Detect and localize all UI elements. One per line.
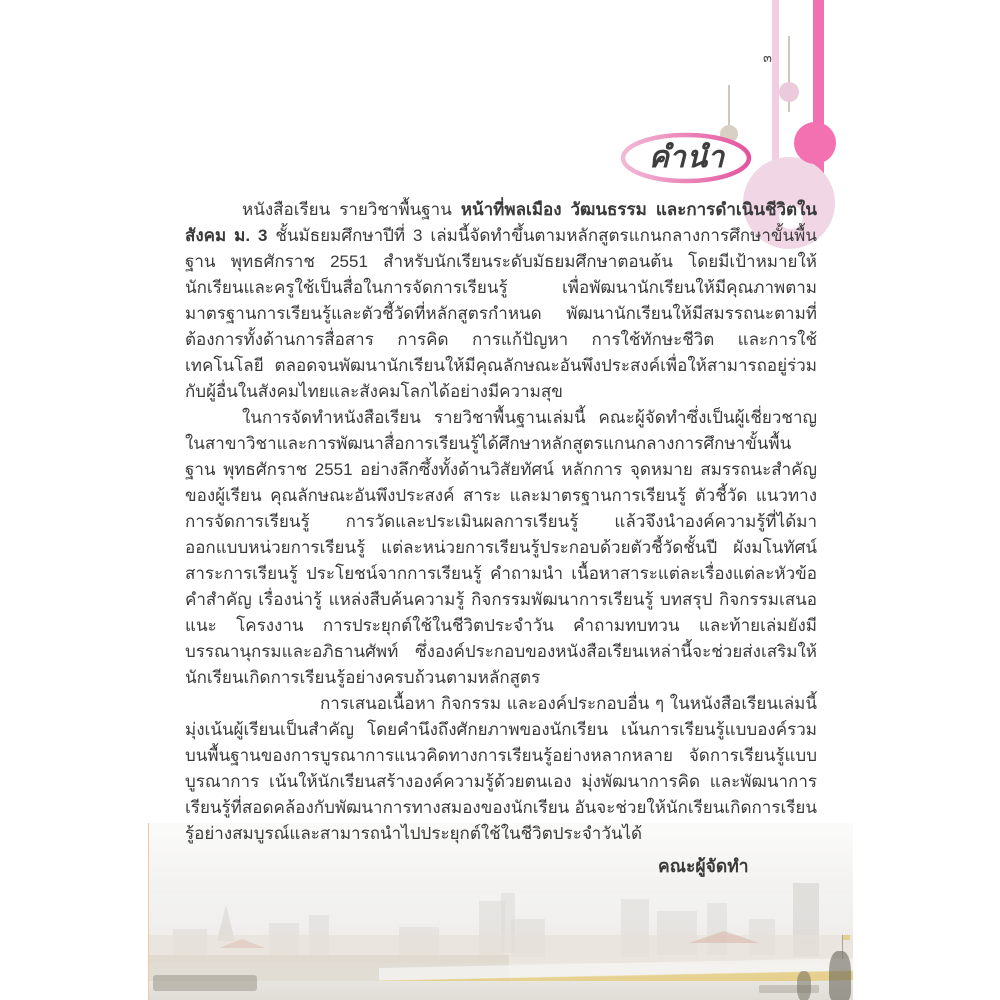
preface-title-badge	[620, 130, 754, 186]
page-number-thai: ๓	[763, 50, 772, 65]
text-run: ในการจัดทำหนังสือเรียน รายวิชาพื้นฐานเล่มนี้ คณะผู้จัดทำซึ่งเป็นผู้เชี่ยวชาญในสาขาวิชาและการพัฒนาสื่อการเรียนรู้ได้ศึกษาหลักสูตรแกนกลางการศึกษาขั้นพื้นฐาน พุทธศักราช 2551 อย่างลึกซึ้งทั้งด้านวิสัยทัศน์ หลักการ จุดหมาย สมรรถนะสำคัญของผู้เรียน คุณลักษณะอันพึงประสงค์ สาระ และมาตรฐานการเรียนรู้ ตัวชี้วัด แนวทางการจัดการเรียนรู้ การวัดและประเมินผลการเรียนรู้ แล้วจึงนำองค์ความรู้ที่ได้มาออกแบบหน่วยการเรียนรู้ แต่ละหน่วยการเรียนรู้ประกอบด้วยตัวชี้วัดชั้นปี ผังมโนทัศน์สาระการเรียนรู้ ประโยชน์จากการเรียนรู้ คำถามนำ เนื้อหาสาระแต่ละเรื่องแต่ละหัวข้อ คำสำคัญ เรื่องน่ารู้ แหล่งสืบค้นความรู้ กิจกรรมพัฒนาการเรียนรู้ บทสรุป กิจกรรมเสนอแนะ โครงงาน การประยุกต์ใช้ในชีวิตประจำวัน คำถามทบทวน และท้ายเล่มยังมีบรรณานุกรมและอภิธานศัพท์ ซึ่งองค์ประกอบของหนังสือเรียนเหล่านี้จะช่วยส่งเสริมให้นักเรียนเกิดการเรียนรู้อย่างครบถ้วนตามหลักสูตร	[185, 408, 817, 687]
city-skyline-photo	[148, 823, 853, 1000]
text-run: ชั้นมัธยมศึกษาปีที่ 3 เล่มนี้จัดทำขึ้นตามหลักสูตรแกนกลางการศึกษาขั้นพื้นฐาน พุทธศักราช 2551 สำหรับนักเรียนระดับมัธยมศึกษาตอนต้น โดยมีเป้าหมายให้นักเรียนและครูใช้เป็นสื่อในการจัดการเรียนรู้ เพื่อพัฒนานักเรียนให้มีคุณภาพตามมาตรฐานการเรียนรู้และตัวชี้วัดที่หลักสูตรกำหนด พัฒนานักเรียนให้มีสมรรถนะตามที่ต้องการทั้งด้านการสื่อสาร การคิด การแก้ปัญหา การใช้ทักษะชีวิต และการใช้เทคโนโลยี ตลอดจนพัฒนานักเรียนให้มีคุณลักษณะอันพึงประสงค์เพื่อให้สามารถอยู่ร่วมกับผู้อื่นในสังคมไทยและสังคมโลกได้อย่างมีความสุข	[185, 226, 817, 401]
preface-body	[185, 197, 817, 845]
book-title-bold: หน้าที่พลเมือง วัฒนธรรม และการดำเนินชีวิตในสังคม ม. 3	[185, 200, 817, 245]
decor-bright-pink-circle	[794, 122, 836, 164]
authors-signature: คณะผู้จัดทำ	[658, 856, 749, 876]
tree-silhouette	[797, 971, 811, 1000]
paragraph-1	[185, 197, 817, 405]
boat-silhouette	[153, 975, 257, 991]
decor-pink-bead-circle	[779, 82, 799, 102]
paragraph-3	[185, 691, 817, 845]
decor-pale-pink-bar	[772, 0, 779, 160]
text-run: การเสนอเนื้อหา กิจกรรม และองค์ประกอบอื่น ๆ ในหนังสือเรียนเล่มนี้มุ่งเน้นผู้เรียนเป็นสำคัญ โดยคำนึงถึงศักยภาพของนักเรียน เน้นการเรียนรู้แบบองค์รวมบนพื้นฐานของการบูรณาการแนวคิดทางการเรียนรู้อย่างหลากหลาย จัดการเรียนรู้แบบบูรณาการ เน้นให้นักเรียนสร้างองค์ความรู้ด้วยตนเอง มุ่งพัฒนาการคิด และพัฒนาการเรียนรู้ที่สอดคล้องกับพัฒนาการทางสมองของนักเรียน อันจะช่วยให้นักเรียนเกิดการเรียนรู้อย่างสมบูรณ์และสามารถนำไปประยุกต์ใช้ในชีวิตประจำวันได้	[185, 694, 817, 843]
page-title: คำนำ	[648, 141, 726, 174]
tree-silhouette	[829, 951, 851, 1000]
paragraph-2	[185, 405, 817, 691]
flag	[843, 935, 850, 940]
text-run: หนังสือเรียน รายวิชาพื้นฐาน	[242, 200, 461, 219]
